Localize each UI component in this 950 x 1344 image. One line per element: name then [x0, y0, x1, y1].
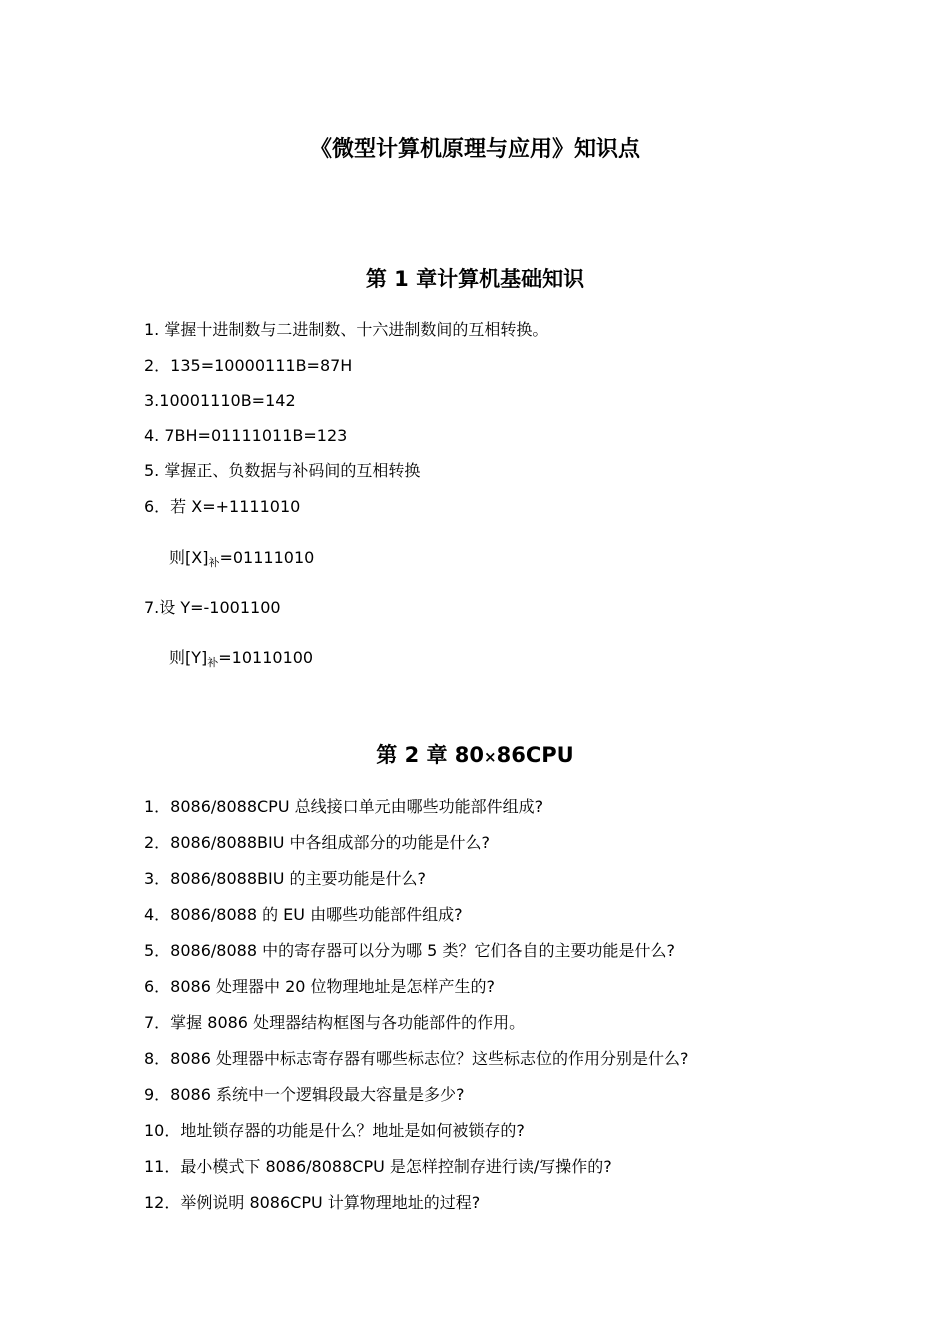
- chapter1-item-2: 2．135=10000111B=87H: [144, 356, 353, 375]
- complement-subscript: 补: [208, 556, 220, 569]
- chapter2-item-1: 1．8086/8088CPU 总线接口单元由哪些功能部件组成?: [144, 797, 544, 816]
- chapter2-item-5: 5．8086/8088 中的寄存器可以分为哪 5 类？它们各自的主要功能是什么?: [144, 941, 675, 960]
- complement-subscript: 补: [207, 656, 219, 669]
- chapter2-title-suffix: 86CPU: [496, 743, 574, 767]
- chapter2-item-3: 3．8086/8088BIU 的主要功能是什么?: [144, 869, 426, 888]
- chapter2-item-4: 4．8086/8088 的 EU 由哪些功能部件组成?: [144, 905, 463, 924]
- chapter2-item-2: 2．8086/8088BIU 中各组成部分的功能是什么?: [144, 833, 490, 852]
- result-prefix: 则[X]: [169, 548, 209, 567]
- chapter2-item-8: 8．8086 处理器中标志寄存器有哪些标志位？这些标志位的作用分别是什么?: [144, 1049, 689, 1068]
- chapter1-item-6-result: [169, 546, 314, 570]
- chapter2-title: [0, 739, 950, 773]
- chapter1-item-3: 3.10001110B=142: [144, 391, 296, 410]
- chapter1-item-7-result: [169, 646, 313, 670]
- chapter1-title: 第 1 章计算机基础知识: [365, 267, 585, 291]
- chapter1-item-5: 5. 掌握正、负数据与补码间的互相转换: [144, 461, 421, 480]
- chapter1-item-6: 6．若 X=+1111010: [144, 497, 301, 516]
- chapter1-item-1: 1. 掌握十进制数与二进制数、十六进制数间的互相转换。: [144, 320, 549, 339]
- times-sign: ×: [484, 748, 497, 766]
- chapter2-item-10: 10．地址锁存器的功能是什么？地址是如何被锁存的?: [144, 1121, 525, 1140]
- chapter2-item-11: 11．最小模式下 8086/8088CPU 是怎样控制存进行读/写操作的?: [144, 1157, 612, 1176]
- chapter2-item-9: 9．8086 系统中一个逻辑段最大容量是多少?: [144, 1085, 465, 1104]
- chapter2-item-6: 6．8086 处理器中 20 位物理地址是怎样产生的?: [144, 977, 496, 996]
- chapter2-item-12: 12．举例说明 8086CPU 计算物理地址的过程?: [144, 1193, 481, 1212]
- document-title: 《微型计算机原理与应用》知识点: [309, 137, 640, 162]
- chapter2-item-7: 7．掌握 8086 处理器结构框图与各功能部件的作用。: [144, 1013, 526, 1032]
- chapter1-item-4: 4. 7BH=01111011B=123: [144, 426, 348, 445]
- result-value: =10110100: [218, 648, 314, 667]
- result-prefix: 则[Y]: [169, 648, 208, 667]
- chapter2-title-prefix: 第 2 章 80: [376, 743, 485, 767]
- chapter1-item-7: 7.设 Y=-1001100: [144, 598, 281, 617]
- result-value: =01111010: [219, 548, 315, 567]
